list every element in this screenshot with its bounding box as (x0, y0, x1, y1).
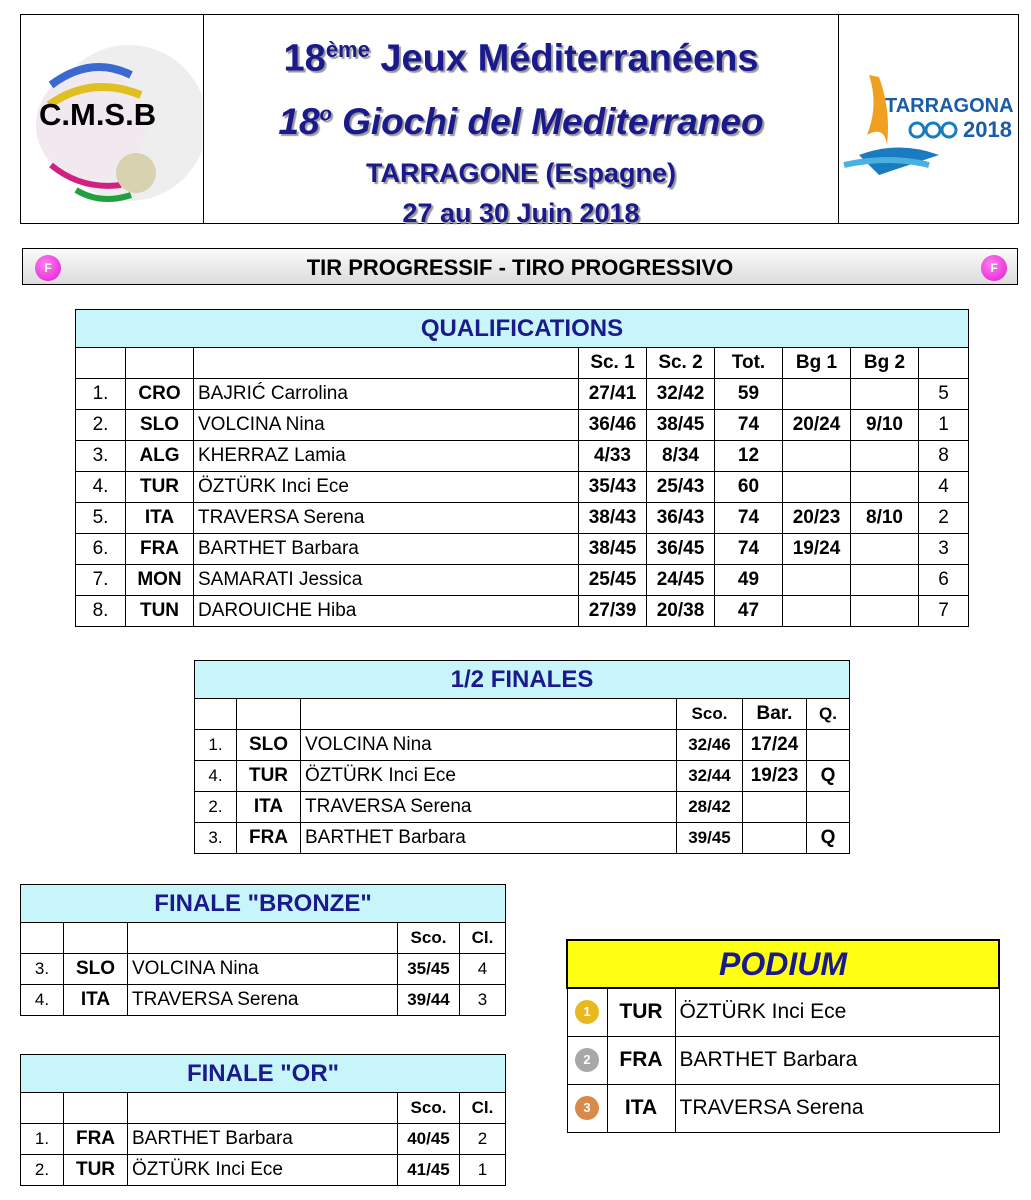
score-2: 24/45 (647, 565, 715, 596)
rank: 1. (195, 730, 237, 761)
country-code: ITA (64, 985, 128, 1016)
score-2: 20/38 (647, 596, 715, 627)
score-2: 36/43 (647, 503, 715, 534)
barrage-1: 19/24 (783, 534, 851, 565)
title-italian: 18$^o$ Giochi del Mediterraneo (278, 101, 764, 142)
gold-final-title: FINALE "OR" (21, 1055, 506, 1093)
score: 35/45 (398, 954, 460, 985)
athlete-name: ÖZTÜRK Inci Ece (128, 1155, 398, 1186)
country-code: ALG (126, 441, 194, 472)
table-row (195, 792, 850, 823)
athlete-name: BARTHET Barbara (301, 823, 677, 854)
barrage-2 (851, 596, 919, 627)
tarragona-logo (838, 15, 1018, 223)
score-1: 4/33 (579, 441, 647, 472)
score-1: 38/43 (579, 503, 647, 534)
classification: 7 (919, 596, 969, 627)
score-1: 27/39 (579, 596, 647, 627)
rank: 2. (21, 1155, 64, 1186)
athlete-name: BARTHET Barbara (194, 534, 579, 565)
classification: 5 (919, 379, 969, 410)
medal-cell (567, 988, 607, 1036)
score-2: 36/45 (647, 534, 715, 565)
table-row (76, 503, 969, 534)
barrage-2: 8/10 (851, 503, 919, 534)
athlete-name: VOLCINA Nina (128, 954, 398, 985)
total: 74 (715, 534, 783, 565)
table-row (21, 1124, 506, 1155)
rank: 6. (76, 534, 126, 565)
podium-title: PODIUM (567, 940, 999, 988)
score: 41/45 (398, 1155, 460, 1186)
table-header: Sco. Bar. Q. (195, 699, 850, 730)
podium-table (566, 939, 1000, 1133)
country-code: TUN (126, 596, 194, 627)
document-header (20, 14, 1019, 228)
country-code: SLO (64, 954, 128, 985)
barrage-1 (783, 441, 851, 472)
semifinals-title: 1/2 FINALES (195, 661, 850, 699)
country-code: TUR (126, 472, 194, 503)
table-row (76, 472, 969, 503)
table-row (21, 985, 506, 1016)
rank: 3. (76, 441, 126, 472)
athlete-name: TRAVERSA Serena (301, 792, 677, 823)
athlete-name: ÖZTÜRK Inci Ece (301, 761, 677, 792)
score-2: 32/42 (647, 379, 715, 410)
country-code: FRA (126, 534, 194, 565)
rank: 2. (76, 410, 126, 441)
logo-city: TARRAGONA (885, 95, 1014, 117)
athlete-name: TRAVERSA Serena (675, 1084, 999, 1132)
athlete-name: BAJRIĆ Carrolina (194, 379, 579, 410)
semifinals-table (194, 660, 850, 854)
score-1: 35/43 (579, 472, 647, 503)
event-title: TIR PROGRESSIF - TIRO PROGRESSIVO (306, 255, 734, 280)
cmsb-logo (21, 15, 204, 223)
classification: 3 (460, 985, 506, 1016)
athlete-name: TRAVERSA Serena (128, 985, 398, 1016)
classification: 2 (919, 503, 969, 534)
total: 47 (715, 596, 783, 627)
country-code: FRA (607, 1036, 675, 1084)
country-code: TUR (237, 761, 301, 792)
table-row (76, 441, 969, 472)
rank: 1. (76, 379, 126, 410)
logo-year: 2018 (963, 117, 1012, 142)
total: 12 (715, 441, 783, 472)
rank: 3. (195, 823, 237, 854)
medal-cell (567, 1084, 607, 1132)
table-row (21, 1155, 506, 1186)
qualified-flag: Q (807, 761, 850, 792)
barrage-2 (851, 472, 919, 503)
total: 59 (715, 379, 783, 410)
logo-text: C.M.S.B (39, 97, 157, 132)
athlete-name: ÖZTÜRK Inci Ece (194, 472, 579, 503)
bronze-final-table (20, 884, 506, 1016)
medal-icon: 3 (575, 1096, 599, 1120)
podium-row (567, 1084, 999, 1132)
barrage-2 (851, 441, 919, 472)
score-2: 38/45 (647, 410, 715, 441)
table-row (195, 761, 850, 792)
classification: 4 (919, 472, 969, 503)
classification: 1 (460, 1155, 506, 1186)
table-row (76, 379, 969, 410)
country-code: FRA (64, 1124, 128, 1155)
female-badge-icon: F (35, 255, 61, 281)
athlete-name: ÖZTÜRK Inci Ece (675, 988, 999, 1036)
athlete-name: SAMARATI Jessica (194, 565, 579, 596)
rank: 5. (76, 503, 126, 534)
barrage: 17/24 (743, 730, 807, 761)
athlete-name: VOLCINA Nina (194, 410, 579, 441)
barrage-1 (783, 472, 851, 503)
barrage-1 (783, 565, 851, 596)
country-code: TUR (64, 1155, 128, 1186)
classification: 8 (919, 441, 969, 472)
country-code: MON (126, 565, 194, 596)
medal-icon: 2 (575, 1048, 599, 1072)
total: 74 (715, 410, 783, 441)
dates: 27 au 30 Juin 2018 (402, 198, 640, 228)
score: 32/44 (677, 761, 743, 792)
barrage-1: 20/23 (783, 503, 851, 534)
classification: 2 (460, 1124, 506, 1155)
country-code: SLO (237, 730, 301, 761)
classification: 4 (460, 954, 506, 985)
podium-row (567, 988, 999, 1036)
classification: 3 (919, 534, 969, 565)
table-row (76, 410, 969, 441)
table-row (76, 596, 969, 627)
female-badge-icon: F (981, 255, 1007, 281)
score-2: 8/34 (647, 441, 715, 472)
country-code: CRO (126, 379, 194, 410)
score-1: 25/45 (579, 565, 647, 596)
table-header: Sco. Cl. (21, 1093, 506, 1124)
table-row (76, 565, 969, 596)
score-1: 38/45 (579, 534, 647, 565)
rank: 2. (195, 792, 237, 823)
athlete-name: BARTHET Barbara (128, 1124, 398, 1155)
medal-cell (567, 1036, 607, 1084)
podium-row (567, 1036, 999, 1084)
table-header: Sc. 1 Sc. 2 Tot. Bg 1 Bg 2 (76, 348, 969, 379)
country-code: ITA (607, 1084, 675, 1132)
qualified-flag: Q (807, 823, 850, 854)
qualifications-table (75, 309, 969, 627)
classification: 1 (919, 410, 969, 441)
rank: 3. (21, 954, 64, 985)
country-code: TUR (607, 988, 675, 1036)
barrage (743, 792, 807, 823)
country-code: FRA (237, 823, 301, 854)
table-row (195, 823, 850, 854)
athlete-name: TRAVERSA Serena (194, 503, 579, 534)
total: 49 (715, 565, 783, 596)
qualified-flag (807, 792, 850, 823)
barrage-1 (783, 596, 851, 627)
barrage-1: 20/24 (783, 410, 851, 441)
table-row (76, 534, 969, 565)
barrage-2 (851, 379, 919, 410)
gold-final-table (20, 1054, 506, 1186)
score: 32/46 (677, 730, 743, 761)
classification: 6 (919, 565, 969, 596)
athlete-name: BARTHET Barbara (675, 1036, 999, 1084)
rank: 8. (76, 596, 126, 627)
athlete-name: KHERRAZ Lamia (194, 441, 579, 472)
country-code: SLO (126, 410, 194, 441)
medal-icon: 1 (575, 1000, 599, 1024)
rank: 4. (76, 472, 126, 503)
table-row (21, 954, 506, 985)
table-row (195, 730, 850, 761)
score: 40/45 (398, 1124, 460, 1155)
score: 39/45 (677, 823, 743, 854)
bronze-final-title: FINALE "BRONZE" (21, 885, 506, 923)
barrage-2 (851, 565, 919, 596)
rank: 7. (76, 565, 126, 596)
title-french: 18ème Jeux Méditerranéens (283, 37, 759, 80)
table-header: Sco. Cl. (21, 923, 506, 954)
rank: 4. (21, 985, 64, 1016)
score-2: 25/43 (647, 472, 715, 503)
rank: 1. (21, 1124, 64, 1155)
total: 74 (715, 503, 783, 534)
rank: 4. (195, 761, 237, 792)
score: 28/42 (677, 792, 743, 823)
athlete-name: DAROUICHE Hiba (194, 596, 579, 627)
barrage (743, 823, 807, 854)
barrage: 19/23 (743, 761, 807, 792)
country-code: ITA (237, 792, 301, 823)
total: 60 (715, 472, 783, 503)
barrage-1 (783, 379, 851, 410)
location: TARRAGONE (Espagne) (365, 158, 676, 188)
qualifications-title: QUALIFICATIONS (76, 310, 969, 348)
score: 39/44 (398, 985, 460, 1016)
barrage-2 (851, 534, 919, 565)
athlete-name: VOLCINA Nina (301, 730, 677, 761)
score-1: 27/41 (579, 379, 647, 410)
event-banner (22, 248, 1018, 285)
barrage-2: 9/10 (851, 410, 919, 441)
score-1: 36/46 (579, 410, 647, 441)
country-code: ITA (126, 503, 194, 534)
qualified-flag (807, 730, 850, 761)
